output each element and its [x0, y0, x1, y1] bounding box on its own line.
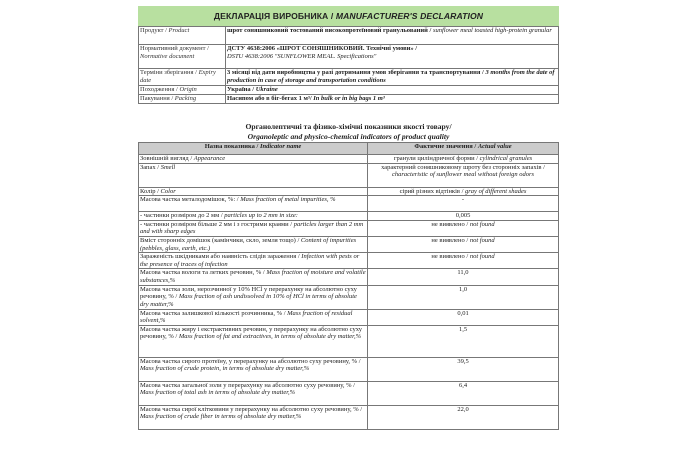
info-value: шрот соняшниковий тостований високопротеїновий гранульований / sunflower meal toasted high-protein granular	[226, 27, 559, 45]
table-header	[139, 143, 559, 155]
table-row: Масова частка сирої клітковини у перерахунку на абсолютно суху речовину, % / Mass fraction of crude fiber in terms of absolute dry matter,% 22,0	[139, 405, 559, 429]
table-row: Масова частка вологи та летких речовин, % / Mass fraction of moisture and volatile substances,% 11,0	[139, 269, 559, 285]
indicators-table	[138, 142, 559, 430]
info-label: Нормативний документ / Normative document	[139, 45, 226, 69]
info-label: Продукт / Product	[139, 27, 226, 45]
info-label: Походження / Origin	[139, 86, 226, 95]
product-info-table	[138, 26, 559, 104]
info-value: Україна / Ukraine	[226, 86, 559, 95]
table-row: Зовнішній вигляд / Appearance гранули циліндричної форми / cylindrical granules	[139, 155, 559, 164]
info-value: 3 місяці від дати виробництва у разі дотримання умов зберігання та транспортування / 3 months from the date of production in case of storage and transportation conditions	[226, 69, 559, 86]
table-row: Масова частка жиру і екстрактивних речовин, у перерахунку на абсолютно суху речовину, % / Mass fraction of fat and extractives, in terms of absolute dry matter,% 1,5	[139, 325, 559, 357]
column-header-name: Назва показника / Indicator name	[139, 143, 368, 155]
title-en: MANUFACTURER'S DECLARATION	[335, 11, 484, 21]
info-row-document	[139, 45, 559, 69]
table-row: Зараженість шкідниками або наявність слідів зараження / Infection with pests or the presence of traces of infection не виявлено / not found	[139, 253, 559, 269]
table-row: Вміст сторонніх домішок (камінчики, скло, земля тощо) / Content of impurities (pebbles, glass, earth, etc.) не виявлено / not found	[139, 236, 559, 252]
table-row: Запах / Smell характерний соняшниковому шроту без сторонніх запахів / characteristic of sunflower meal without foreign odors	[139, 163, 559, 187]
table-row: - частинки розміром до 2 мм / particles up to 2 mm in size: 0,005	[139, 212, 559, 221]
table-row: - частинки розміром більше 2 мм і з гострими краями / particles larger than 2 mm and with sharp edges не виявлено / not found	[139, 220, 559, 236]
info-label: Пакування / Packing	[139, 95, 226, 104]
table-row: Колір / Color сірий різних відтінків / gray of different shades	[139, 187, 559, 196]
title-uk: ДЕКЛАРАЦІЯ ВИРОБНИКА	[213, 11, 329, 21]
table-row: Масова частка загальної золи у перерахунку на абсолютно суху речовину, % / Mass fraction of total ash in terms of absolute dry matter,% 6,4	[139, 381, 559, 405]
table-row: Масова частка металодомішок, %: / Mass fraction of metal impurities, % -	[139, 196, 559, 212]
info-row-origin	[139, 86, 559, 95]
table-row: Масова частка сирого протеїну, у перерахунку на абсолютно суху речовину, % / Mass fraction of crude protein, in terms of absolute dry matter,% 39,5	[139, 357, 559, 381]
info-row-product	[139, 27, 559, 45]
table-row: Масова частка золи, нерозчинної у 10% HCl у перерахунку на абсолютно суху речовину, % / Mass fraction of ash undissolved in 10% of HCl in terms of absolute dry matter,% 1,0	[139, 285, 559, 309]
table-row: Масова частка залишкової кількості розчинника, % / Mass fraction of residual solvent,% 0,01	[139, 309, 559, 325]
info-row-expiry	[139, 69, 559, 86]
column-header-value: Фактичне значення / Actual value	[368, 143, 559, 155]
declaration-title	[138, 6, 559, 26]
indicators-heading: Органолептичні та фізико-хімічні показники якості товару/ Organoleptic and physico-chemical indicators of product quality	[245, 122, 452, 141]
info-label: Терміни зберігання / Expiry date	[139, 69, 226, 86]
info-value: Насипом або в біг-бегах 1 м³/ In bulk or in big bags 1 m³	[226, 95, 559, 104]
title-sep: /	[328, 11, 336, 21]
info-value: ДСТУ 4638:2006 «ШРОТ СОНЯШНИКОВИЙ. Технічні умови» / DSTU 4638:2006 "SUNFLOWER MEAL. Specifications"	[226, 45, 559, 69]
info-row-packing	[139, 95, 559, 104]
